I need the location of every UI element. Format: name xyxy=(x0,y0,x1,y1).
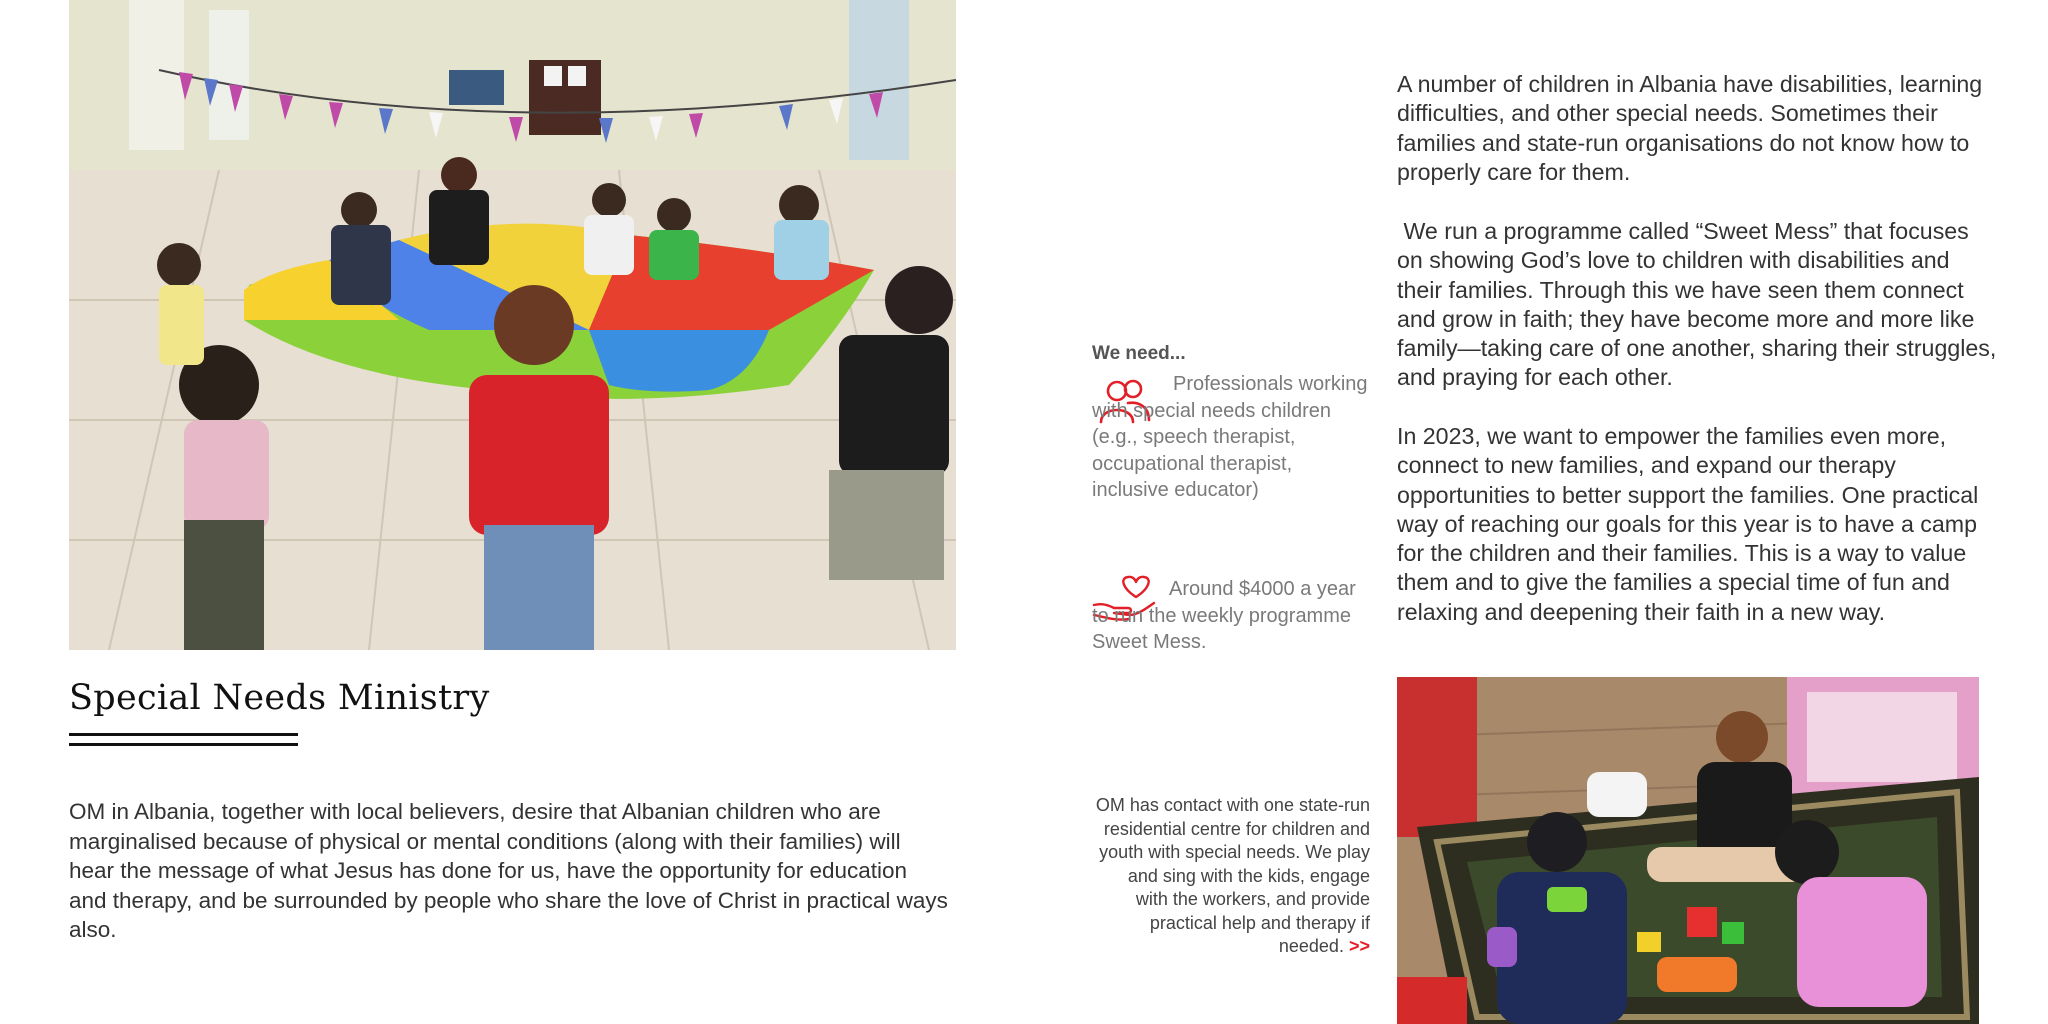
children-playing-photo xyxy=(1397,677,1979,1024)
intro-paragraph: OM in Albania, together with local believers, desire that Albanian children who are marginalised because of physical or mental conditions (along with their families) will hear the message of what Jesus has done for us, have the opportunity for education and therapy, and be surrounded by people who share the love of Christ in practical ways also. xyxy=(69,799,948,942)
title-underline-top xyxy=(69,733,298,736)
need-item-funding xyxy=(1092,576,1372,656)
page-title: Special Needs Ministry xyxy=(69,678,490,718)
continue-arrow: >> xyxy=(1348,936,1370,956)
contact-note xyxy=(1092,794,1370,959)
need-item-label: Professionals working with special needs children (e.g., speech therapist, occupational therapist, inclusive educator) xyxy=(1092,373,1368,501)
body-paragraph-1: A number of children in Albania have disabilities, learning difficulties, and other special needs. Sometimes their families and state-run organisations do not know how to properly care for them. xyxy=(1397,71,1983,185)
need-item-label: Around $4000 a year to run the weekly programme Sweet Mess. xyxy=(1092,578,1356,653)
parachute-game-photo xyxy=(69,0,956,650)
needs-heading: We need... xyxy=(1092,343,1186,364)
need-item-professionals xyxy=(1092,371,1372,504)
contact-text: OM has contact with one state-run residential centre for children and youth with special needs. We play and sing with the kids, engage with the workers, and provide practical help and therapy if needed. xyxy=(1095,795,1370,956)
body-paragraph-3: In 2023, we want to empower the families even more, connect to new families, and expand our therapy opportunities to better support the families. One practical way of reaching our goals for this year is to have a camp for the children and their families. This is a way to value them and to give the families a special time of fun and relaxing and deepening their faith in a new way. xyxy=(1397,423,1979,625)
body-paragraph-2: We run a programme called “Sweet Mess” that focuses on showing God’s love to children with disabilities and their families. Through this we have seen them connect and grow in faith; they have become more and more like family—taking care of one another, sharing their struggles, and praying for each other. xyxy=(1397,218,2003,391)
title-underline-bottom xyxy=(69,743,298,746)
